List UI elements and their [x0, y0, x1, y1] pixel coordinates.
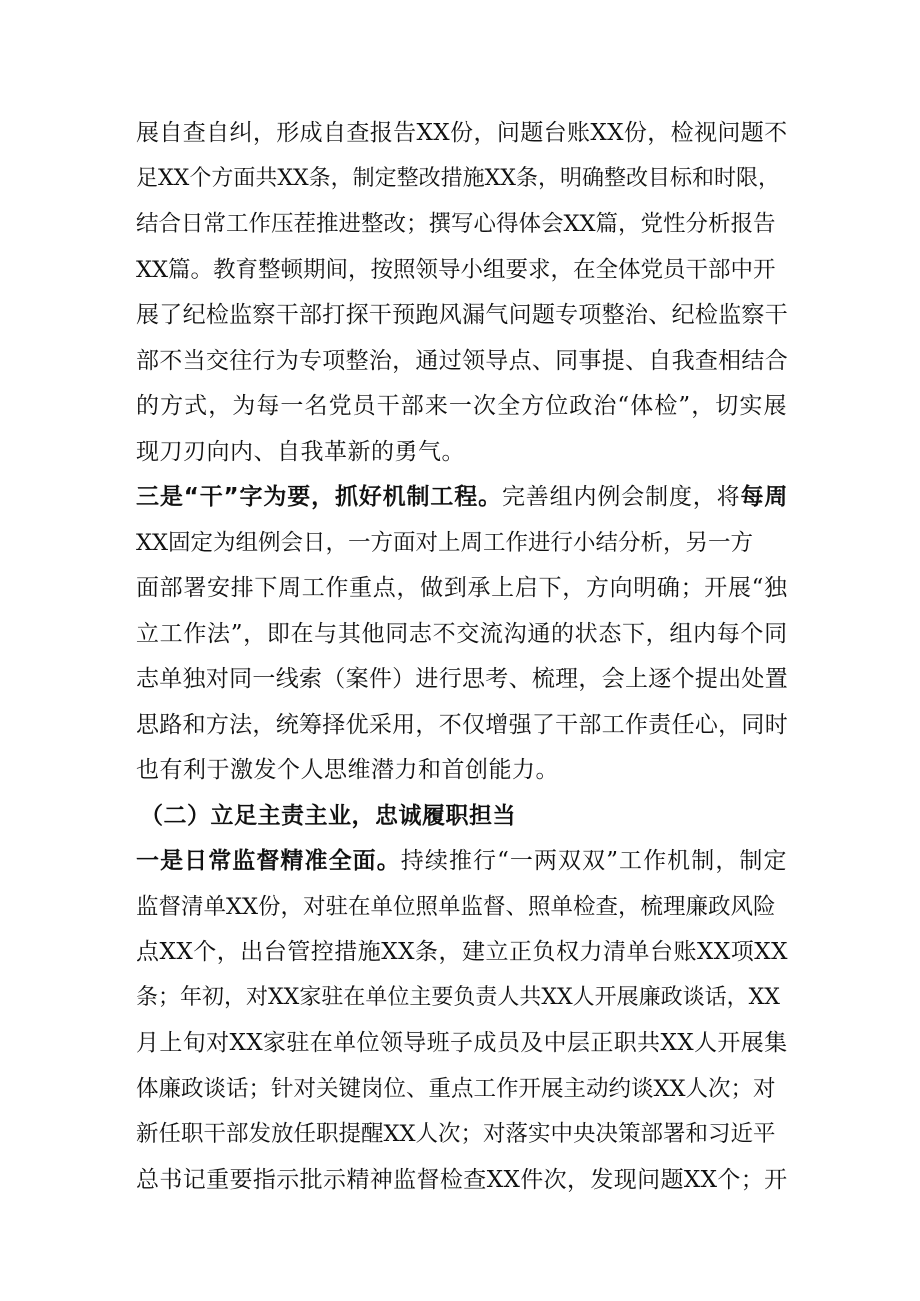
point-one-first-line — [136, 846, 788, 876]
point-three-heading: 三是“干”字为要，抓好机制工程。 — [136, 484, 502, 510]
body-line: 也有利于激发个人思维潜力和首创能力。 — [136, 757, 559, 783]
body-line: 总书记重要指示批示精神监督检查XX件次，发现问题XX个；开 — [136, 1167, 788, 1193]
body-line: 监督清单XX份，对驻在单位照单监督、照单检查，梳理廉政风险 — [136, 894, 776, 920]
body-line: 条；年初，对XX家驻在单位主要负责人共XX人开展廉政谈话，XX — [136, 985, 780, 1010]
body-line: 志单独对同一线索（案件）进行思考、梳理，会上逐个提出处置 — [136, 666, 788, 692]
body-line: 面部署安排下周工作重点，做到承上启下，方向明确；开展“独 — [136, 575, 788, 601]
point-three-lead-text: 完善组内例会制度，将 — [501, 484, 741, 510]
body-line: 部不当交往行为专项整治，通过领导点、同事提、自我查相结合 — [136, 348, 788, 374]
body-line: 展自查自纠，形成自查报告XX份，问题台账XX份，检视问题不 — [136, 120, 788, 146]
body-line: XX固定为组例会日，一方面对上周工作进行小结分析，另一方 — [136, 530, 754, 556]
point-three-first-line — [136, 482, 788, 512]
point-one-heading: 一是日常监督精准全面。 — [136, 848, 401, 874]
body-line: 新任职干部发放任职提醒XX人次；对落实中央决策部署和习近平 — [136, 1121, 776, 1147]
body-line: 立工作法”，即在与其他同志不交流沟通的状态下，组内每个同 — [136, 621, 788, 647]
body-line: XX篇。教育整顿期间，按照领导小组要求，在全体党员干部中开 — [136, 257, 776, 283]
body-line: 思路和方法，统筹择优采用，不仅增强了干部工作责任心，同时 — [136, 712, 788, 738]
body-line: 现刀刃向内、自我革新的勇气。 — [136, 439, 465, 465]
section-heading: （二）立足主责主业，忠诚履职担当 — [140, 803, 516, 829]
point-three-lead-bold: 每周 — [740, 484, 789, 510]
body-line: 点XX个，出台管控措施XX条，建立正负权力清单台账XX项XX — [136, 939, 788, 965]
body-line: 结合日常工作压茬推进整改；撰写心得体会XX篇，党性分析报告 — [136, 211, 776, 237]
body-line: 的方式，为每一名党员干部来一次全方位政治“体检”，切实展 — [136, 393, 788, 419]
point-one-lead-text: 持续推行“一两双双”工作机制，制定 — [400, 848, 788, 874]
body-line: 足XX个方面共XX条，制定整改措施XX条，明确整改目标和时限， — [136, 166, 780, 191]
body-line: 月上旬对XX家驻在单位领导班子成员及中层正职共XX人开展集 — [136, 1030, 788, 1056]
body-line: 体廉政谈话；针对关键岗位、重点工作开展主动约谈XX人次；对 — [136, 1076, 776, 1102]
body-line: 展了纪检监察干部打探干预跑风漏气问题专项整治、纪检监察干 — [136, 302, 788, 328]
